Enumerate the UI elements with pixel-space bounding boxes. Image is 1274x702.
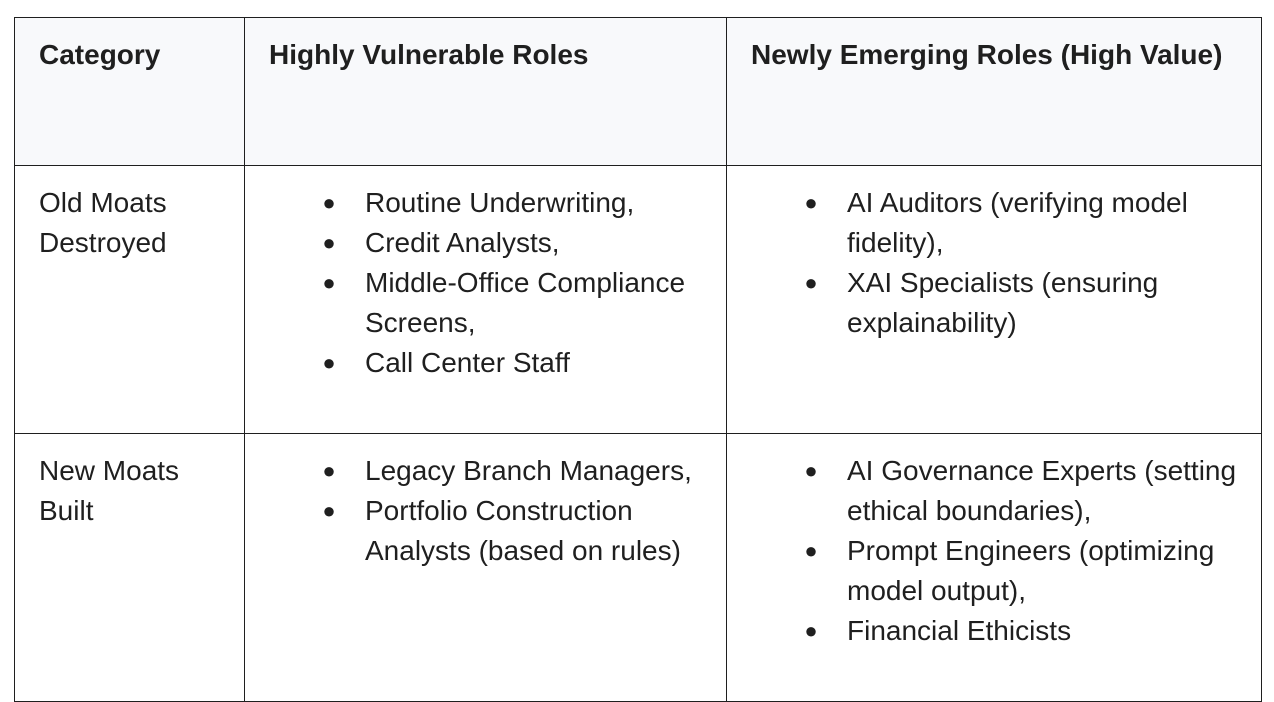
role-text: Routine Underwriting, [365, 187, 635, 218]
list-item [322, 491, 702, 571]
emerging-roles-cell [727, 166, 1262, 434]
table-header-row [15, 18, 1262, 166]
header-vulnerable-roles: Highly Vulnerable Roles [245, 18, 727, 166]
bullet-icon: ● [804, 618, 818, 643]
vulnerable-roles-list [269, 183, 702, 383]
role-text: Call Center Staff [365, 347, 570, 378]
emerging-roles-list [751, 451, 1237, 651]
role-text: Middle-Office Compliance Screens, [365, 267, 686, 338]
vulnerable-roles-list [269, 451, 702, 571]
roles-table [14, 17, 1262, 702]
role-text: AI Governance Experts (setting ethical boundaries), [847, 455, 1237, 526]
role-text: Credit Analysts, [365, 227, 560, 258]
list-item [322, 343, 702, 383]
bullet-icon: ● [322, 270, 336, 295]
emerging-roles-list [751, 183, 1237, 343]
bullet-icon: ● [322, 190, 336, 215]
bullet-icon: ● [804, 270, 818, 295]
bullet-icon: ● [322, 498, 336, 523]
role-text: Financial Ethicists [847, 615, 1072, 646]
bullet-icon: ● [322, 230, 336, 255]
bullet-icon: ● [804, 190, 818, 215]
list-item [804, 263, 1237, 343]
bullet-icon: ● [322, 350, 336, 375]
emerging-roles-cell [727, 434, 1262, 702]
role-text: Legacy Branch Managers, [365, 455, 692, 486]
role-text: Portfolio Construction Analysts (based on rules) [365, 495, 681, 566]
role-text: XAI Specialists (ensuring explainability) [847, 267, 1159, 338]
list-item [804, 611, 1237, 651]
list-item [804, 451, 1237, 531]
header-category: Category [15, 18, 245, 166]
vulnerable-roles-cell [245, 434, 727, 702]
role-text: AI Auditors (verifying model fidelity), [847, 187, 1188, 258]
bullet-icon: ● [322, 458, 336, 483]
category-cell: New Moats Built [15, 434, 245, 702]
list-item [322, 451, 702, 491]
list-item [804, 531, 1237, 611]
bullet-icon: ● [804, 538, 818, 563]
role-text: Prompt Engineers (optimizing model output), [847, 535, 1215, 606]
header-emerging-roles: Newly Emerging Roles (High Value) [727, 18, 1262, 166]
list-item [322, 183, 702, 223]
vulnerable-roles-cell [245, 166, 727, 434]
list-item [322, 263, 702, 343]
table-row [15, 166, 1262, 434]
list-item [322, 223, 702, 263]
bullet-icon: ● [804, 458, 818, 483]
category-cell: Old Moats Destroyed [15, 166, 245, 434]
list-item [804, 183, 1237, 263]
table-row [15, 434, 1262, 702]
